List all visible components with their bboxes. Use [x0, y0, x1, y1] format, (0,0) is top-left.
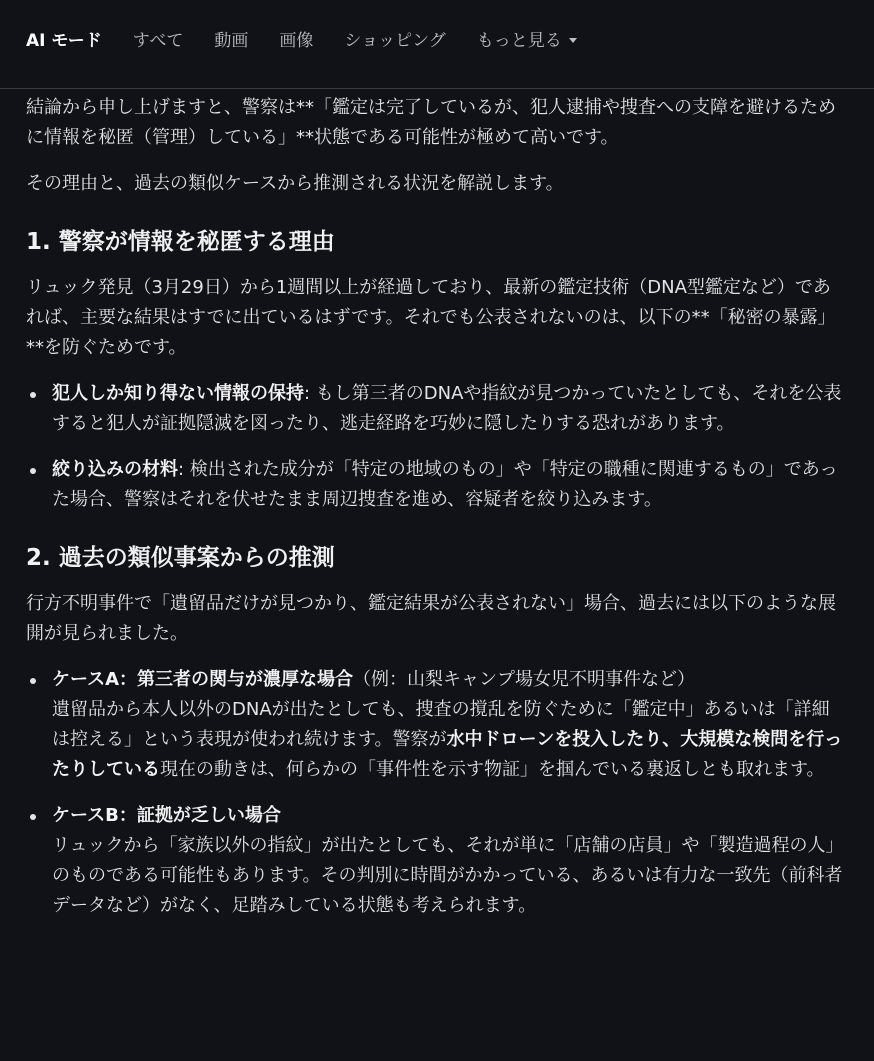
intro-paragraph-2: その理由と、過去の類似ケースから推測される状況を解説します。	[26, 173, 564, 194]
list-item-case-b	[26, 801, 846, 921]
list-item-case-a	[26, 665, 846, 785]
case-a-example: （例：山梨キャンプ場女児不明事件など）	[353, 669, 696, 690]
case-b-body: リュックから「家族以外の指紋」が出たとしても、それが単に「店舗の店員」や「製造過程の人」のものである可能性もあります。その判別に時間がかかっている、あるいは有力な一致先（前科者データなど）がなく、足踏みしている状態も考えられます。	[52, 835, 844, 916]
search-tabs	[26, 28, 608, 54]
list-item-text: : 検出された成分が「特定の地域のもの」や「特定の職種に関連するもの」であった場合、警察はそれを伏せたまま周辺捜査を進め、容疑者を絞り込みます。	[52, 459, 838, 510]
case-b-bold: ケースB：証拠が乏しい場合	[52, 805, 281, 826]
section-1-list	[26, 379, 846, 515]
section-2-list	[26, 665, 846, 921]
list-item	[26, 455, 846, 515]
tab-all[interactable]: すべて	[132, 31, 184, 51]
section-1-heading: 1. 警察が情報を秘匿する理由	[26, 229, 335, 255]
case-a-text-1: 遺留品から本人以外のDNAが出たとしても、捜査の撹乱を防ぐために「鑑定中」あるいは「詳細は控える」という表現が使われ続けます。警察が	[52, 699, 830, 750]
section-2-heading: 2. 過去の類似事案からの推測	[26, 545, 335, 571]
ai-answer	[26, 93, 846, 937]
tab-shopping[interactable]: ショッピング	[344, 31, 446, 51]
chevron-down-icon	[569, 38, 577, 43]
case-a-bold: ケースA：第三者の関与が濃厚な場合	[52, 669, 354, 690]
tab-more-label: もっと見る	[476, 31, 562, 51]
section-2-paragraph: 行方不明事件で「遺留品だけが見つかり、鑑定結果が公表されない」場合、過去には以下のような展開が見られました。	[26, 593, 836, 644]
list-item	[26, 379, 846, 439]
list-item-bold: 犯人しか知り得ない情報の保持	[52, 383, 304, 404]
intro-paragraph-1: 結論から申し上げますと、警察は**「鑑定は完了しているが、犯人逮捕や捜査への支障を避けるために情報を秘匿（管理）している」**状態である可能性が極めて高いです。	[26, 97, 836, 148]
top-navigation-bar	[0, 0, 874, 89]
case-b-title	[52, 801, 846, 831]
tab-images[interactable]: 画像	[279, 31, 314, 51]
case-a-bold-2: 水中ドローンを投入したり、大規模な検問を行ったりしている	[52, 729, 843, 780]
section-1-paragraph: リュック発見（3月29日）から1週間以上が経過しており、最新の鑑定技術（DNA型鑑定など）であれば、主要な結果はすでに出ているはずです。それでも公表されないのは、以下の**「秘密の暴露」**を防ぐためです。	[26, 277, 836, 358]
list-item-bold: 絞り込みの材料	[52, 459, 178, 480]
tab-more[interactable]	[477, 28, 577, 54]
case-a-body	[52, 695, 846, 785]
case-a-title	[52, 665, 846, 695]
tab-videos[interactable]: 動画	[214, 31, 249, 51]
case-a-text-2: 現在の動きは、何らかの「事件性を示す物証」を掴んでいる裏返しとも取れます。	[160, 759, 825, 780]
tab-ai-mode[interactable]: AI モード	[26, 31, 102, 51]
list-item-text: : もし第三者のDNAや指紋が見つかっていたとしても、それを公表すると犯人が証拠隠滅を図ったり、逃走経路を巧妙に隠したりする恐れがあります。	[52, 383, 842, 434]
